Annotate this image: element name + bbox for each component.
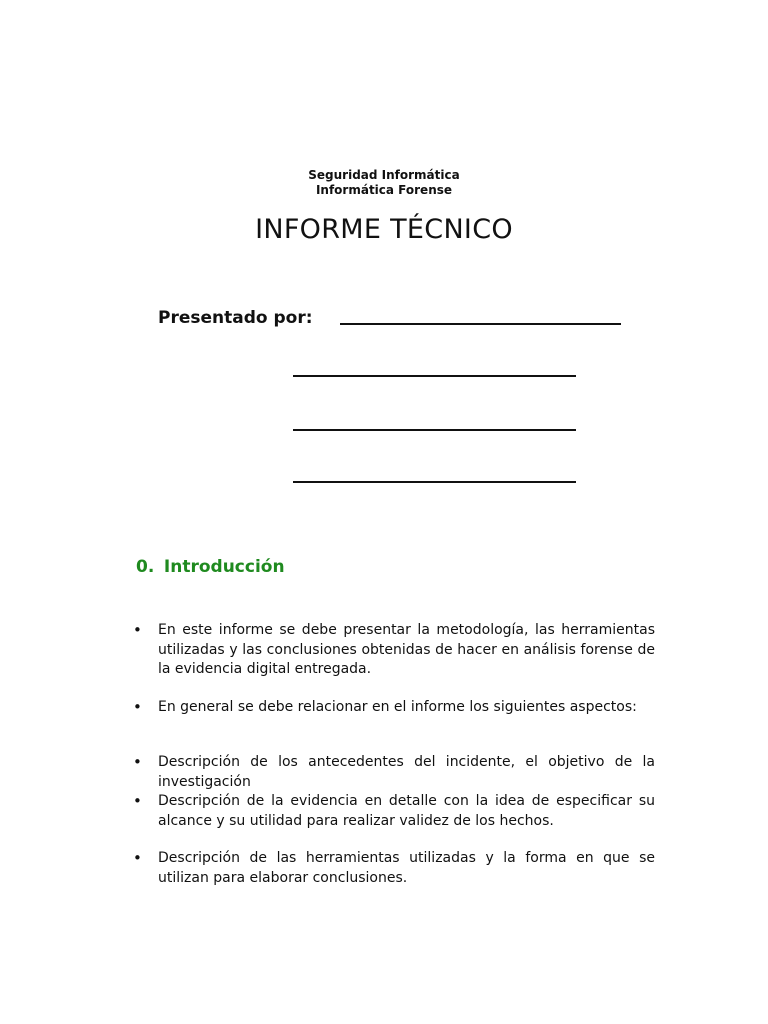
signature-line (340, 323, 621, 325)
section-title: Introducción (163, 557, 285, 577)
bullet-icon: • (133, 753, 142, 771)
document-header (0, 168, 768, 198)
signature-line (293, 429, 576, 431)
list-item (133, 621, 655, 680)
header-line-course: Informática Forense (315, 183, 453, 197)
bullet-icon: • (133, 792, 142, 810)
section-heading-introduction (136, 555, 285, 579)
header-line-subject: Seguridad Informática (308, 168, 460, 182)
document-title: INFORME TÉCNICO (255, 214, 513, 245)
bullet-icon: • (133, 698, 142, 716)
presented-by-label: Presentado por: (158, 308, 313, 328)
signature-line (293, 375, 576, 377)
list-item-text: En este informe se debe presentar la metodología, las herramientas utilizadas y las conclusiones obtenidas de hacer en análisis forense de la evidencia digital entregada. (158, 622, 655, 677)
list-item (133, 792, 655, 831)
list-item-text: Descripción de la evidencia en detalle con la idea de especificar su alcance y su utilidad para realizar validez de los hechos. (158, 793, 655, 829)
list-item-text: Descripción de las herramientas utilizadas y la forma en que se utilizan para elaborar conclusiones. (158, 850, 655, 886)
list-item (133, 753, 655, 792)
list-item (133, 698, 655, 718)
list-item (133, 849, 655, 888)
bullet-icon: • (133, 621, 142, 639)
signature-line (293, 481, 576, 483)
bullet-icon: • (133, 849, 142, 867)
section-number: 0. (136, 557, 155, 577)
list-item-text: En general se debe relacionar en el informe los siguientes aspectos: (158, 699, 637, 715)
list-item-text: Descripción de los antecedentes del incidente, el objetivo de la investigación (158, 754, 655, 790)
